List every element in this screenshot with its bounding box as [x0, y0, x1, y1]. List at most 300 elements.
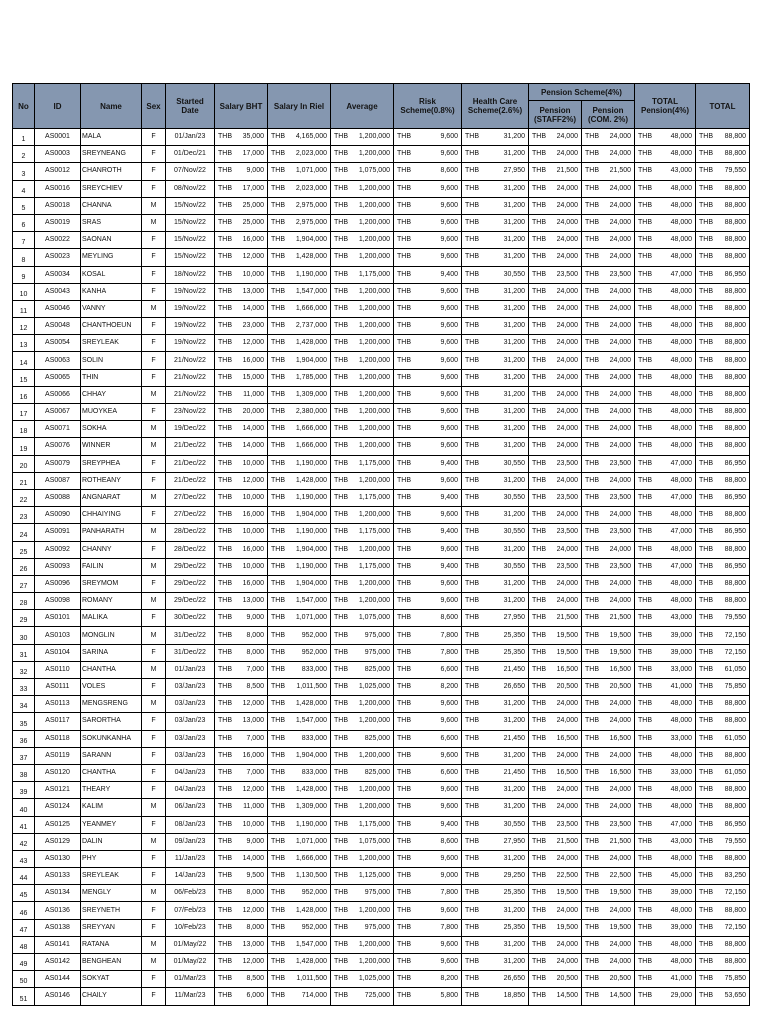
- money-cell-content: [638, 339, 692, 347]
- money-cell-content: [334, 288, 390, 296]
- cell-row-number: 14: [13, 352, 35, 369]
- amount-value: 25,350: [503, 889, 525, 897]
- cell-salary-bht: [215, 318, 268, 335]
- cell-total: [696, 627, 750, 644]
- currency-label: THB: [532, 270, 546, 278]
- currency-label: THB: [638, 219, 653, 227]
- cell-risk-scheme: [394, 214, 462, 231]
- amount-value: 88,800: [724, 236, 747, 244]
- cell-started-date: 29/Dec/22: [166, 575, 215, 592]
- table-row: [13, 954, 750, 971]
- currency-label: THB: [638, 459, 653, 467]
- currency-label: THB: [218, 133, 232, 141]
- money-cell-content: [532, 614, 578, 622]
- money-cell-content: [397, 546, 458, 554]
- money-cell-content: [532, 185, 578, 193]
- amount-value: 39,000: [670, 889, 693, 897]
- cell-salary-riel: [268, 318, 331, 335]
- money-cell-content: [218, 167, 264, 175]
- money-cell-content: [699, 666, 746, 674]
- cell-pension-com: [582, 661, 635, 678]
- cell-total-pension: [635, 541, 696, 558]
- cell-salary-riel: [268, 455, 331, 472]
- money-cell-content: [585, 717, 631, 725]
- cell-salary-bht: [215, 782, 268, 799]
- cell-employee-name: CHANTHOEUN: [81, 318, 142, 335]
- amount-value: 31,200: [503, 356, 525, 364]
- money-cell-content: [397, 958, 458, 966]
- money-cell-content: [334, 838, 390, 846]
- currency-label: THB: [334, 390, 348, 398]
- currency-label: THB: [638, 494, 653, 502]
- cell-employee-id: AS0113: [35, 696, 81, 713]
- currency-label: THB: [218, 872, 232, 880]
- money-cell-content: [465, 133, 525, 141]
- money-cell-content: [465, 528, 525, 536]
- amount-value: 1,904,000: [295, 751, 327, 759]
- money-cell-content: [532, 717, 578, 725]
- money-cell-content: [532, 666, 578, 674]
- money-cell-content: [638, 511, 692, 519]
- amount-value: 16,500: [556, 665, 578, 673]
- cell-sex: M: [142, 661, 166, 678]
- currency-label: THB: [465, 769, 479, 777]
- cell-salary-bht: [215, 919, 268, 936]
- amount-value: 24,000: [609, 287, 632, 295]
- cell-salary-riel: [268, 816, 331, 833]
- amount-value: 833,000: [301, 734, 327, 742]
- currency-label: THB: [334, 184, 348, 192]
- amount-value: 725,000: [364, 992, 390, 1000]
- amount-value: 1,428,000: [295, 958, 327, 966]
- table-body: [13, 129, 750, 1006]
- table-row: [13, 868, 750, 885]
- cell-risk-scheme: [394, 661, 462, 678]
- amount-value: 1,200,000: [358, 133, 390, 141]
- amount-value: 88,800: [724, 700, 747, 708]
- currency-label: THB: [465, 562, 479, 570]
- amount-value: 1,190,000: [295, 270, 327, 278]
- amount-value: 1,547,000: [295, 287, 327, 295]
- cell-employee-name: SARINA: [81, 644, 142, 661]
- currency-label: THB: [334, 511, 348, 519]
- money-cell-content: [397, 649, 458, 657]
- amount-value: 88,800: [724, 322, 747, 330]
- currency-label: THB: [532, 287, 546, 295]
- cell-total-pension: [635, 197, 696, 214]
- cell-risk-scheme: [394, 868, 462, 885]
- money-cell-content: [218, 941, 264, 949]
- currency-label: THB: [397, 614, 411, 622]
- cell-pension-staff: [529, 713, 582, 730]
- amount-value: 1,075,000: [358, 614, 390, 622]
- money-cell-content: [585, 924, 631, 932]
- cell-row-number: 5: [13, 197, 35, 214]
- cell-employee-name: PHY: [81, 850, 142, 867]
- currency-label: THB: [218, 854, 232, 862]
- cell-employee-name: MALA: [81, 129, 142, 146]
- cell-salary-riel: [268, 404, 331, 421]
- money-cell-content: [218, 614, 264, 622]
- currency-label: THB: [271, 184, 285, 192]
- cell-pension-com: [582, 180, 635, 197]
- amount-value: 48,000: [670, 597, 693, 605]
- amount-value: 1,200,000: [358, 219, 390, 227]
- currency-label: THB: [585, 150, 599, 158]
- cell-total: [696, 799, 750, 816]
- currency-label: THB: [334, 958, 348, 966]
- cell-pension-staff: [529, 730, 582, 747]
- table-row: [13, 404, 750, 421]
- amount-value: 24,000: [609, 803, 632, 811]
- money-cell-content: [532, 339, 578, 347]
- cell-salary-bht: [215, 541, 268, 558]
- cell-employee-id: AS0103: [35, 627, 81, 644]
- amount-value: 88,800: [724, 786, 747, 794]
- cell-health-care-scheme: [462, 541, 529, 558]
- currency-label: THB: [397, 872, 411, 880]
- currency-label: THB: [397, 442, 411, 450]
- amount-value: 1,200,000: [358, 940, 390, 948]
- cell-employee-name: THIN: [81, 369, 142, 386]
- currency-label: THB: [334, 528, 348, 536]
- money-cell-content: [271, 460, 327, 468]
- money-cell-content: [699, 391, 746, 399]
- money-cell-content: [465, 683, 525, 691]
- money-cell-content: [218, 752, 264, 760]
- cell-risk-scheme: [394, 954, 462, 971]
- currency-label: THB: [218, 373, 232, 381]
- money-cell-content: [532, 236, 578, 244]
- cell-sex: M: [142, 214, 166, 231]
- cell-salary-bht: [215, 404, 268, 421]
- currency-label: THB: [638, 648, 653, 656]
- amount-value: 1,200,000: [358, 322, 390, 330]
- money-cell-content: [585, 821, 631, 829]
- money-cell-content: [585, 219, 631, 227]
- currency-label: THB: [699, 665, 714, 673]
- cell-average: [331, 318, 394, 335]
- currency-label: THB: [397, 270, 411, 278]
- money-cell-content: [699, 202, 746, 210]
- money-cell-content: [334, 975, 390, 983]
- cell-salary-bht: [215, 971, 268, 988]
- amount-value: 11,000: [243, 803, 264, 811]
- cell-employee-name: THEARY: [81, 782, 142, 799]
- money-cell-content: [334, 649, 390, 657]
- amount-value: 88,800: [724, 476, 747, 484]
- amount-value: 23,500: [609, 820, 632, 828]
- currency-label: THB: [465, 889, 479, 897]
- amount-value: 9,600: [440, 940, 458, 948]
- money-cell-content: [532, 271, 578, 279]
- cell-started-date: 21/Dec/22: [166, 438, 215, 455]
- cell-employee-name: MONGLIN: [81, 627, 142, 644]
- money-cell-content: [465, 597, 525, 605]
- money-cell-content: [218, 477, 264, 485]
- cell-salary-riel: [268, 352, 331, 369]
- currency-label: THB: [585, 356, 599, 364]
- amount-value: 13,000: [242, 717, 264, 725]
- amount-value: 9,600: [440, 339, 458, 347]
- cell-total-pension: [635, 283, 696, 300]
- cell-total-pension: [635, 902, 696, 919]
- amount-value: 24,000: [556, 373, 578, 381]
- amount-value: 88,800: [724, 253, 747, 261]
- cell-employee-name: SARANN: [81, 747, 142, 764]
- currency-label: THB: [532, 769, 546, 777]
- cell-salary-riel: [268, 507, 331, 524]
- money-cell-content: [585, 460, 631, 468]
- money-cell-content: [271, 872, 327, 880]
- currency-label: THB: [699, 425, 714, 433]
- cell-total-pension: [635, 335, 696, 352]
- currency-label: THB: [271, 700, 285, 708]
- money-cell-content: [532, 924, 578, 932]
- money-cell-content: [465, 150, 525, 158]
- cell-row-number: 4: [13, 180, 35, 197]
- money-cell-content: [465, 838, 525, 846]
- cell-pension-com: [582, 489, 635, 506]
- money-cell-content: [465, 460, 525, 468]
- money-cell-content: [699, 769, 746, 777]
- money-cell-content: [532, 855, 578, 863]
- cell-total: [696, 232, 750, 249]
- currency-label: THB: [218, 253, 232, 261]
- cell-row-number: 49: [13, 954, 35, 971]
- cell-average: [331, 679, 394, 696]
- money-cell-content: [397, 305, 458, 313]
- currency-label: THB: [397, 837, 411, 845]
- cell-total: [696, 541, 750, 558]
- currency-label: THB: [638, 854, 653, 862]
- cell-employee-id: AS0125: [35, 816, 81, 833]
- money-cell-content: [465, 202, 525, 210]
- cell-total: [696, 249, 750, 266]
- cell-row-number: 38: [13, 764, 35, 781]
- currency-label: THB: [218, 579, 232, 587]
- cell-risk-scheme: [394, 885, 462, 902]
- money-cell-content: [271, 288, 327, 296]
- amount-value: 9,600: [440, 803, 458, 811]
- cell-sex: F: [142, 472, 166, 489]
- money-cell-content: [218, 855, 264, 863]
- amount-value: 24,000: [609, 408, 632, 416]
- cell-employee-name: DALIN: [81, 833, 142, 850]
- money-cell-content: [532, 374, 578, 382]
- table-row: [13, 472, 750, 489]
- money-cell-content: [638, 563, 692, 571]
- amount-value: 1,200,000: [358, 408, 390, 416]
- money-cell-content: [585, 339, 631, 347]
- amount-value: 7,800: [440, 648, 458, 656]
- cell-health-care-scheme: [462, 369, 529, 386]
- amount-value: 1,071,000: [295, 167, 327, 175]
- amount-value: 8,200: [440, 683, 458, 691]
- cell-employee-name: KALIM: [81, 799, 142, 816]
- currency-label: THB: [585, 425, 599, 433]
- money-cell-content: [334, 494, 390, 502]
- amount-value: 75,850: [724, 683, 747, 691]
- cell-risk-scheme: [394, 421, 462, 438]
- money-cell-content: [218, 632, 264, 640]
- money-cell-content: [532, 907, 578, 915]
- cell-salary-riel: [268, 249, 331, 266]
- cell-total: [696, 679, 750, 696]
- amount-value: 72,150: [724, 648, 747, 656]
- money-cell-content: [218, 442, 264, 450]
- money-cell-content: [397, 322, 458, 330]
- money-cell-content: [532, 511, 578, 519]
- money-cell-content: [271, 717, 327, 725]
- currency-label: THB: [334, 339, 348, 347]
- cell-pension-com: [582, 610, 635, 627]
- amount-value: 31,200: [503, 579, 525, 587]
- cell-average: [331, 335, 394, 352]
- cell-started-date: 03/Jan/23: [166, 679, 215, 696]
- money-cell-content: [271, 271, 327, 279]
- money-cell-content: [218, 236, 264, 244]
- amount-value: 1,190,000: [295, 820, 327, 828]
- cell-average: [331, 352, 394, 369]
- amount-value: 24,000: [556, 219, 578, 227]
- cell-total: [696, 438, 750, 455]
- amount-value: 24,000: [556, 133, 578, 141]
- cell-employee-id: AS0144: [35, 971, 81, 988]
- amount-value: 9,600: [440, 184, 458, 192]
- currency-label: THB: [532, 236, 546, 244]
- money-cell-content: [638, 442, 692, 450]
- currency-label: THB: [699, 511, 714, 519]
- currency-label: THB: [699, 373, 714, 381]
- cell-risk-scheme: [394, 919, 462, 936]
- cell-salary-riel: [268, 885, 331, 902]
- currency-label: THB: [397, 992, 411, 1000]
- cell-employee-name: SOKUNKANHA: [81, 730, 142, 747]
- amount-value: 7,000: [246, 665, 264, 673]
- cell-sex: F: [142, 335, 166, 352]
- money-cell-content: [271, 614, 327, 622]
- cell-total-pension: [635, 954, 696, 971]
- cell-total: [696, 300, 750, 317]
- money-cell-content: [532, 408, 578, 416]
- amount-value: 12,000: [242, 253, 264, 261]
- money-cell-content: [465, 494, 525, 502]
- currency-label: THB: [271, 253, 285, 261]
- cell-sex: M: [142, 936, 166, 953]
- cell-health-care-scheme: [462, 850, 529, 867]
- cell-health-care-scheme: [462, 438, 529, 455]
- cell-started-date: 03/Jan/23: [166, 730, 215, 747]
- amount-value: 16,500: [556, 769, 578, 777]
- cell-employee-id: AS0142: [35, 954, 81, 971]
- table-row: [13, 318, 750, 335]
- money-cell-content: [271, 167, 327, 175]
- amount-value: 48,000: [670, 322, 693, 330]
- cell-total-pension: [635, 850, 696, 867]
- amount-value: 24,000: [556, 786, 578, 794]
- money-cell-content: [465, 666, 525, 674]
- cell-total-pension: [635, 747, 696, 764]
- money-cell-content: [271, 683, 327, 691]
- currency-label: THB: [397, 562, 411, 570]
- money-cell-content: [699, 442, 746, 450]
- header-total: TOTAL: [696, 84, 750, 129]
- amount-value: 2,975,000: [295, 201, 327, 209]
- amount-value: 27,950: [503, 614, 525, 622]
- currency-label: THB: [585, 769, 599, 777]
- amount-value: 1,200,000: [358, 906, 390, 914]
- cell-sex: F: [142, 644, 166, 661]
- cell-sex: M: [142, 300, 166, 317]
- cell-salary-riel: [268, 610, 331, 627]
- currency-label: THB: [532, 579, 546, 587]
- amount-value: 48,000: [670, 219, 693, 227]
- cell-sex: F: [142, 249, 166, 266]
- amount-value: 19,500: [556, 648, 578, 656]
- money-cell-content: [397, 803, 458, 811]
- currency-label: THB: [218, 270, 232, 278]
- currency-label: THB: [532, 133, 546, 141]
- money-cell-content: [397, 889, 458, 897]
- money-cell-content: [334, 150, 390, 158]
- cell-risk-scheme: [394, 902, 462, 919]
- currency-label: THB: [397, 373, 411, 381]
- cell-sex: F: [142, 988, 166, 1005]
- cell-average: [331, 816, 394, 833]
- cell-salary-bht: [215, 954, 268, 971]
- money-cell-content: [585, 838, 631, 846]
- cell-health-care-scheme: [462, 507, 529, 524]
- cell-salary-riel: [268, 954, 331, 971]
- amount-value: 9,400: [440, 562, 458, 570]
- money-cell-content: [638, 821, 692, 829]
- money-cell-content: [532, 992, 578, 1000]
- money-cell-content: [334, 305, 390, 313]
- cell-salary-bht: [215, 524, 268, 541]
- money-cell-content: [397, 872, 458, 880]
- money-cell-content: [465, 357, 525, 365]
- header-salary-bht: Salary BHT: [215, 84, 268, 129]
- amount-value: 833,000: [301, 665, 327, 673]
- cell-health-care-scheme: [462, 558, 529, 575]
- amount-value: 24,000: [556, 940, 578, 948]
- amount-value: 9,600: [440, 854, 458, 862]
- cell-started-date: 03/Jan/23: [166, 747, 215, 764]
- header-health-care-scheme: Health Care Scheme(2.6%): [462, 84, 529, 129]
- amount-value: 24,000: [609, 253, 632, 261]
- cell-employee-name: ANGNARAT: [81, 489, 142, 506]
- money-cell-content: [218, 511, 264, 519]
- cell-total: [696, 352, 750, 369]
- currency-label: THB: [699, 614, 714, 622]
- cell-started-date: 01/Mar/23: [166, 971, 215, 988]
- money-cell-content: [638, 425, 692, 433]
- money-cell-content: [532, 769, 578, 777]
- currency-label: THB: [699, 219, 714, 227]
- cell-employee-name: VANNY: [81, 300, 142, 317]
- amount-value: 11,000: [243, 390, 264, 398]
- amount-value: 8,600: [440, 614, 458, 622]
- money-cell-content: [218, 546, 264, 554]
- money-cell-content: [465, 924, 525, 932]
- amount-value: 9,600: [440, 717, 458, 725]
- cell-sex: F: [142, 318, 166, 335]
- cell-average: [331, 180, 394, 197]
- money-cell-content: [699, 700, 746, 708]
- amount-value: 24,000: [609, 717, 632, 725]
- cell-average: [331, 971, 394, 988]
